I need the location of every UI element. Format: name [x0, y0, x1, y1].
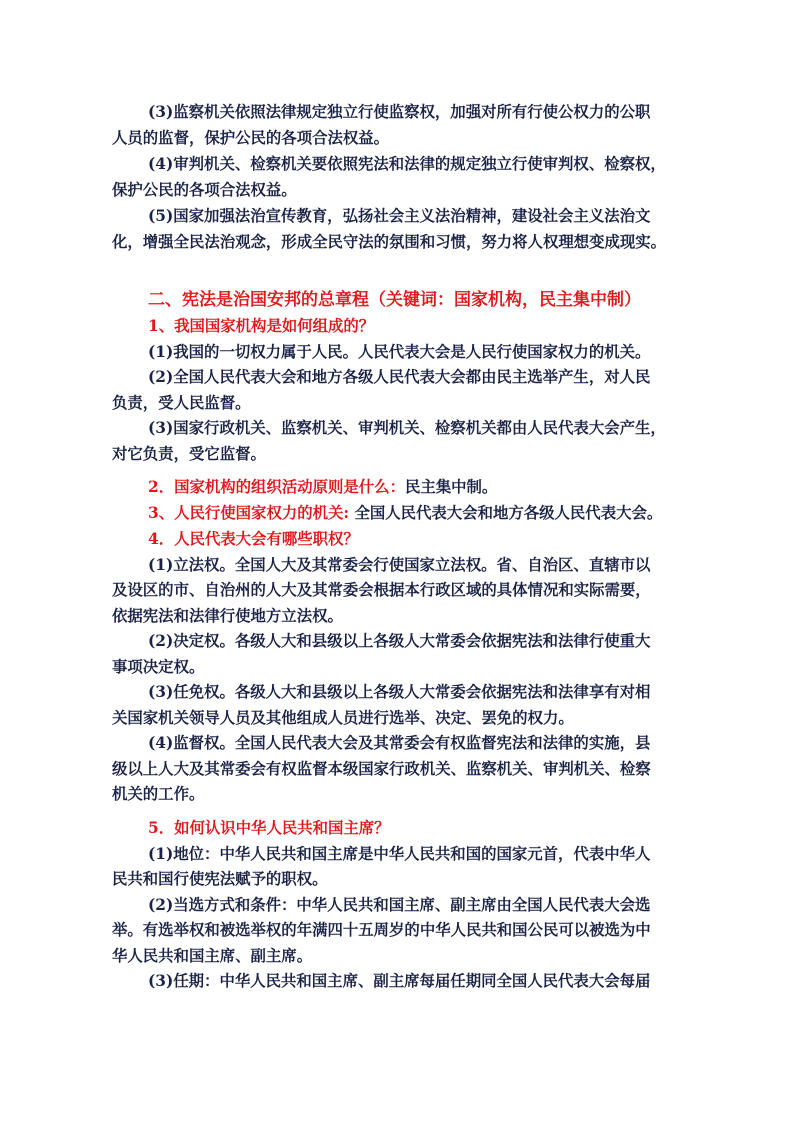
text-line: (1)地位：中华人民共和国主席是中华人民共和国的国家元首，代表中华人	[148, 844, 651, 863]
text-line: (4)监督权。全国人民代表大会及其常委会有权监督宪法和法律的实施，县	[148, 734, 651, 752]
text-line: 机关的工作。	[112, 785, 205, 803]
text-line: 民共和国行使宪法赋予的职权。	[112, 870, 328, 888]
question-principle	[112, 475, 690, 501]
text-line: (2)全国人民代表大会和地方各级人民代表大会都由民主选举产生，对人民	[148, 368, 651, 386]
text-line: (1)我国的一切权力属于人民。人民代表大会是人民行使国家权力的机关。	[148, 342, 651, 361]
text-line: (4)审判机关、检察机关要依照宪法和法律的规定独立行使审判权、检察权，	[148, 155, 666, 173]
text-line: (3)监察机关依照法律规定独立行使监察权，加强对所有行使公权力的公职	[148, 103, 651, 121]
text-line: 关国家机关领导人员及其他组成人员进行选举、决定、罢免的权力。	[112, 708, 574, 727]
text-line: 对它负责，受它监督。	[112, 444, 266, 463]
question-title: 1、我国国家机构是如何组成的？	[148, 317, 375, 335]
text-line: 级以上人大及其常委会有权监督本级国家行政机关、监察机关、审判机关、检察	[112, 759, 651, 778]
text-line: (3)任期：中华人民共和国主席、副主席每届任期同全国人民代表大会每届	[148, 972, 651, 990]
text-line: (3)国家行政机关、监察机关、审判机关、检察机关都由人民代表大会产生，	[148, 419, 666, 437]
text-line: 人员的监督，保护公民的各项合法权益。	[112, 128, 390, 147]
question-answer: 全国人民代表大会和地方各级人民代表大会。	[354, 504, 663, 522]
section-heading	[112, 288, 690, 314]
question-label: 3、人民行使国家权力的机关:	[148, 504, 350, 522]
question-answer: 民主集中制。	[404, 478, 498, 496]
question-state-organs	[112, 314, 690, 467]
text-line: 负责，受人民监督。	[112, 393, 251, 412]
text-line: 华人民共和国主席、副主席。	[112, 946, 313, 965]
question-power-organ	[112, 501, 690, 527]
text-line: (2)决定权。各级人大和县级以上各级人大常委会依据宪法和法律行使重大	[148, 632, 651, 650]
text-line: (2)当选方式和条件：中华人民共和国主席、副主席由全国人民代表大会选	[148, 895, 651, 914]
question-president	[112, 816, 690, 995]
text-line: 举。有选举权和被选举权的年满四十五周岁的中华人民共和国公民可以被选为中	[112, 921, 651, 939]
question-line	[112, 475, 690, 501]
text-line: 化，增强全民法治观念，形成全民守法的氛围和习惯，努力将人权理想变成现实。	[112, 232, 667, 251]
question-line	[112, 501, 690, 527]
paragraph-judicial	[112, 152, 690, 203]
text-line: (1)立法权。全国人大及其常委会行使国家立法权。省、自治区、直辖市以	[148, 555, 651, 574]
text-line: 及设区的市、自治州的人大及其常委会根据本行政区域的具体情况和实际需要，	[112, 581, 651, 599]
question-npc-powers	[112, 527, 690, 808]
paragraph-rule-of-law	[112, 204, 690, 255]
text-line: 事项决定权。	[112, 657, 205, 676]
section-title: 二、宪法是治国安邦的总章程（关键词：国家机构，民主集中制）	[148, 290, 641, 310]
text-line: (3)任免权。各级人大和县级以上各级人大常委会依据宪法和法律享有对相	[148, 683, 651, 701]
text-line: 依据宪法和法律行使地方立法权。	[112, 606, 343, 625]
paragraph-supervision	[112, 100, 690, 151]
text-line: (5)国家加强法治宣传教育，弘扬社会主义法治精神，建设社会主义法治文	[148, 207, 651, 225]
question-label: 2．国家机构的组织活动原则是什么：	[148, 478, 405, 496]
question-title: 4．人民代表大会有哪些职权？	[148, 530, 359, 548]
text-line: 保护公民的各项合法权益。	[112, 180, 297, 199]
question-title: 5．如何认识中华人民共和国主席？	[148, 819, 390, 837]
